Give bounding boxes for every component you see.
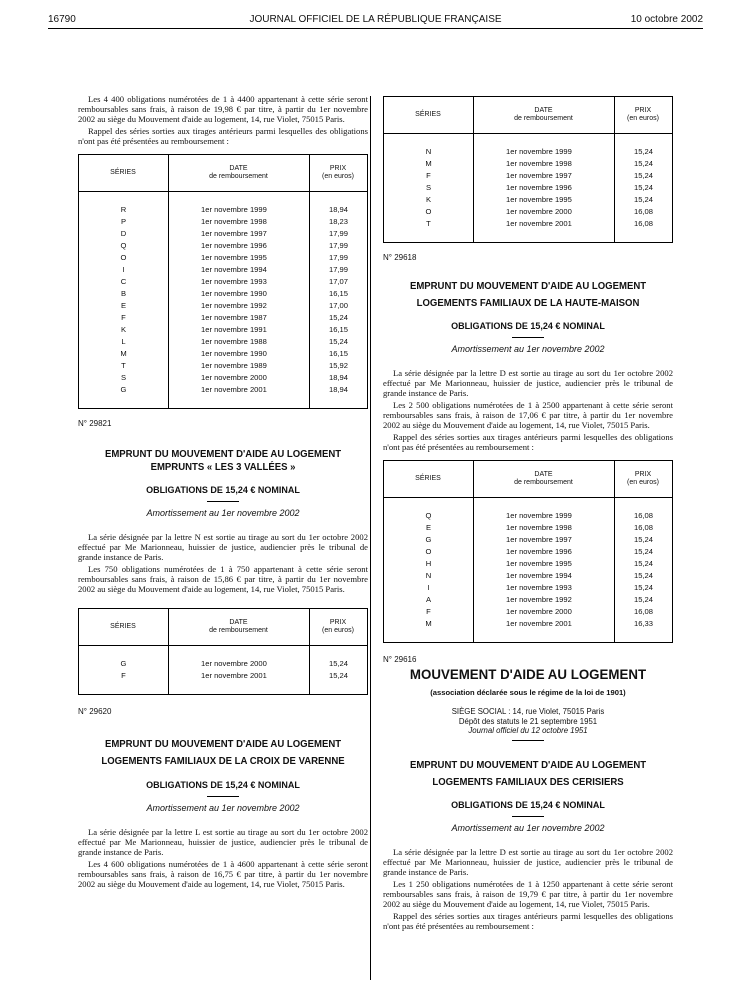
series-cell: G: [384, 534, 474, 546]
obligations-heading: OBLIGATIONS DE 15,24 € NOMINAL: [146, 485, 300, 495]
table-row: [79, 216, 368, 228]
col-date: DATE de remboursement: [169, 155, 310, 192]
col-series: SÉRIES: [79, 155, 169, 192]
right-column: [383, 96, 673, 933]
notice-number: N° 29620: [78, 707, 112, 716]
table-body: [79, 646, 368, 695]
body-paragraph: La série désignée par la lettre L est sortie au tirage au sort du 1er octobre 2002 effectué par Me Marionneau, huissier de justice, audiencier près le tribunal de grande instance de Paris.: [78, 827, 368, 857]
table-header-row: [79, 609, 368, 646]
series-cell: F: [384, 170, 474, 182]
series-cell: K: [384, 194, 474, 206]
date-cell: 1er novembre 1996: [169, 240, 310, 252]
col-series: SÉRIES: [79, 609, 169, 646]
price-cell: 16,08: [633, 511, 653, 520]
table-row: [384, 606, 673, 618]
notice-number: N° 29618: [383, 253, 417, 262]
date-cell: 1er novembre 1998: [474, 158, 615, 170]
siege-social: SIÈGE SOCIAL : 14, rue Violet, 75015 Paris: [451, 707, 605, 716]
organization-title: MOUVEMENT D'AIDE AU LOGEMENT: [409, 666, 647, 682]
date-cell: 1er novembre 1998: [474, 522, 615, 534]
table-row: [79, 372, 368, 384]
table-row: [79, 252, 368, 264]
section-title: EMPRUNT DU MOUVEMENT D'AIDE AU LOGEMENT: [104, 449, 342, 460]
price-cell: 15,24: [633, 159, 653, 168]
table-row: [384, 570, 673, 582]
series-cell: A: [384, 594, 474, 606]
price-cell: 15,92: [328, 361, 348, 370]
series-cell: R: [79, 204, 169, 216]
price-cell: 16,15: [328, 289, 348, 298]
table-row: [384, 194, 673, 206]
table-row: [384, 534, 673, 546]
date-cell: 1er novembre 1995: [169, 252, 310, 264]
short-rule: [207, 501, 239, 502]
col-date: DATE de remboursement: [474, 461, 615, 498]
date-cell: 1er novembre 1999: [474, 510, 615, 522]
table-header-row: [384, 97, 673, 134]
date-cell: 1er novembre 1987: [169, 312, 310, 324]
price-cell: 15,24: [633, 171, 653, 180]
section-subtitle: LOGEMENTS FAMILIAUX DE LA CROIX DE VARENNE: [101, 756, 345, 767]
col-series: SÉRIES: [384, 461, 474, 498]
series-cell: E: [384, 522, 474, 534]
table-row: [79, 240, 368, 252]
series-cell: S: [384, 182, 474, 194]
series-cell: G: [79, 658, 169, 670]
body-paragraph: La série désignée par la lettre N est sortie au tirage au sort du 1er octobre 2002 effectué par Me Marionneau, huissier de justice, audiencier près le tribunal de grande instance de Paris.: [78, 532, 368, 562]
date-cell: 1er novembre 1992: [474, 594, 615, 606]
body-paragraph: Rappel des séries sorties aux tirages antérieurs parmi lesquelles des obligations n'ont pas été présentées au remboursement :: [383, 910, 673, 931]
table-row: [79, 228, 368, 240]
series-cell: B: [79, 288, 169, 300]
series-cell: C: [79, 276, 169, 288]
price-cell: 15,24: [633, 535, 653, 544]
date-cell: 1er novembre 1999: [169, 204, 310, 216]
table-row: [79, 276, 368, 288]
price-cell: 15,24: [633, 183, 653, 192]
series-cell: O: [384, 206, 474, 218]
date-cell: 1er novembre 1994: [169, 264, 310, 276]
date-cell: 1er novembre 1997: [474, 534, 615, 546]
date-cell: 1er novembre 1998: [169, 216, 310, 228]
date-cell: 1er novembre 1991: [169, 324, 310, 336]
date-cell: 1er novembre 1993: [474, 582, 615, 594]
series-cell: G: [79, 384, 169, 396]
table-row: [384, 558, 673, 570]
body-paragraph: Les 4 600 obligations numérotées de 1 à 4600 appartenant à cette série seront remboursables sans frais, à raison de 16,75 € par titre, à partir du 1er novembre 2002 au siège du Mouvement d'aide au logement, 14, rue Violet, 75015 Paris.: [78, 859, 368, 889]
col-series: SÉRIES: [384, 97, 474, 134]
series-cell: M: [384, 618, 474, 630]
table-row: [384, 170, 673, 182]
table-row: [79, 658, 368, 670]
amortissement-heading: Amortissement au 1er novembre 2002: [146, 803, 300, 813]
price-cell: 15,24: [633, 595, 653, 604]
price-cell: 18,94: [328, 373, 348, 382]
table-spacer-row: [384, 134, 673, 147]
table-row: [384, 510, 673, 522]
series-cell: L: [79, 336, 169, 348]
journal-reference: Journal officiel du 12 octobre 1951: [468, 726, 588, 735]
date-cell: 1er novembre 1997: [474, 170, 615, 182]
price-cell: 18,94: [328, 205, 348, 214]
series-cell: K: [79, 324, 169, 336]
date-cell: 1er novembre 2001: [474, 618, 615, 630]
section-title: EMPRUNT DU MOUVEMENT D'AIDE AU LOGEMENT: [104, 739, 342, 750]
price-cell: 15,24: [633, 147, 653, 156]
date-cell: 1er novembre 1988: [169, 336, 310, 348]
date-cell: 1er novembre 1989: [169, 360, 310, 372]
table-row: [384, 206, 673, 218]
association-note: (association déclarée sous le régime de la loi de 1901): [430, 688, 626, 697]
col-date: DATE de remboursement: [169, 609, 310, 646]
date-cell: 1er novembre 1992: [169, 300, 310, 312]
obligations-heading: OBLIGATIONS DE 15,24 € NOMINAL: [451, 799, 605, 810]
intro-paragraph-1: Les 4 400 obligations numérotées de 1 à 4400 appartenant à cette série seront remboursables sans frais, à raison de 19,98 € par titre, à partir du 1er novembre 2002 au siège du Mouvement d'aide au logement, 14, rue Violet, 75015 Paris.: [78, 94, 368, 124]
section-subtitle: LOGEMENTS FAMILIAUX DES CERISIERS: [432, 776, 624, 788]
header-rule: [48, 28, 703, 29]
table-row: [384, 582, 673, 594]
table-spacer-row: [79, 192, 368, 205]
price-cell: 15,24: [633, 571, 653, 580]
date-cell: 1er novembre 2001: [169, 384, 310, 396]
series-table-4: [383, 460, 673, 643]
series-cell: O: [384, 546, 474, 558]
price-cell: 17,99: [328, 265, 348, 274]
table-row: [384, 618, 673, 630]
series-table-3: [383, 96, 673, 243]
obligations-heading: OBLIGATIONS DE 15,24 € NOMINAL: [451, 321, 605, 331]
obligations-heading: OBLIGATIONS DE 15,24 € NOMINAL: [146, 780, 300, 790]
price-cell: 15,24: [633, 583, 653, 592]
price-cell: 15,24: [633, 559, 653, 568]
price-cell: 16,08: [633, 607, 653, 616]
body-paragraph: Les 1 250 obligations numérotées de 1 à 1250 appartenant à cette série seront remboursables sans frais, à raison de 19,79 € par titre, à partir du 1er novembre 2002 au siège du Mouvement d'aide au logement, 14, rue Violet, 75015 Paris.: [383, 878, 673, 909]
depot-statuts: Dépôt des statuts le 21 septembre 1951: [458, 716, 598, 726]
notice-number: N° 29616: [383, 655, 417, 664]
price-cell: 16,08: [633, 219, 653, 228]
col-price: PRIX (en euros): [310, 155, 368, 192]
table-row: [384, 146, 673, 158]
issue-date: 10 octobre 2002: [630, 14, 703, 25]
price-cell: 16,08: [633, 207, 653, 216]
price-cell: 15,24: [328, 313, 348, 322]
series-cell: Q: [79, 240, 169, 252]
date-cell: 1er novembre 2001: [169, 670, 310, 682]
amortissement-heading: Amortissement au 1er novembre 2002: [146, 508, 300, 518]
table-body: [384, 134, 673, 243]
section-subtitle: EMPRUNTS « LES 3 VALLÉES »: [150, 462, 296, 473]
table-row: [384, 546, 673, 558]
date-cell: 1er novembre 1994: [474, 570, 615, 582]
date-cell: 1er novembre 2000: [169, 658, 310, 670]
table-row: [384, 218, 673, 230]
date-cell: 1er novembre 1990: [169, 288, 310, 300]
section-subtitle: LOGEMENTS FAMILIAUX DE LA HAUTE-MAISON: [416, 298, 640, 309]
table-row: [79, 204, 368, 216]
date-cell: 1er novembre 1990: [169, 348, 310, 360]
short-rule: [512, 740, 544, 741]
short-rule: [512, 816, 544, 817]
series-cell: I: [79, 264, 169, 276]
price-cell: 15,24: [328, 671, 348, 680]
table-header-row: [384, 461, 673, 498]
series-cell: P: [79, 216, 169, 228]
table-row: [79, 300, 368, 312]
price-cell: 16,08: [633, 523, 653, 532]
series-cell: F: [79, 312, 169, 324]
series-table-2: [78, 608, 368, 695]
price-cell: 18,23: [328, 217, 348, 226]
table-row: [79, 384, 368, 396]
series-cell: I: [384, 582, 474, 594]
body-paragraph: La série désignée par la lettre D est sortie au tirage au sort du 1er octobre 2002 effectué par Me Marionneau, huissier de justice, audiencier près le tribunal de grande instance de Paris.: [383, 846, 673, 877]
col-price: PRIX (en euros): [615, 461, 673, 498]
table-row: [79, 360, 368, 372]
price-cell: 15,24: [633, 547, 653, 556]
series-cell: F: [384, 606, 474, 618]
series-cell: S: [79, 372, 169, 384]
date-cell: 1er novembre 2001: [474, 218, 615, 230]
date-cell: 1er novembre 1997: [169, 228, 310, 240]
table-row: [79, 670, 368, 682]
series-cell: H: [384, 558, 474, 570]
date-cell: 1er novembre 1995: [474, 194, 615, 206]
table-spacer-row: [79, 396, 368, 409]
left-column: [78, 94, 368, 891]
body-paragraph: Les 2 500 obligations numérotées de 1 à 2500 appartenant à cette série seront remboursables sans frais, à raison de 17,06 € par titre, à partir du 1er novembre 2002 au siège du Mouvement d'aide au logement, 14, rue Violet, 75015 Paris.: [383, 400, 673, 430]
price-cell: 16,15: [328, 349, 348, 358]
table-row: [79, 348, 368, 360]
table-spacer-row: [384, 498, 673, 511]
series-cell: T: [79, 360, 169, 372]
table-row: [384, 522, 673, 534]
intro-paragraph-2: Rappel des séries sorties aux tirages antérieurs parmi lesquelles des obligations n'ont pas été présentées au remboursement :: [78, 126, 368, 146]
amortissement-heading: Amortissement au 1er novembre 2002: [451, 822, 605, 833]
price-cell: 15,24: [328, 659, 348, 668]
table-row: [79, 264, 368, 276]
series-cell: E: [79, 300, 169, 312]
series-cell: M: [79, 348, 169, 360]
amortissement-heading: Amortissement au 1er novembre 2002: [451, 344, 605, 354]
price-cell: 17,00: [328, 301, 348, 310]
date-cell: 1er novembre 1996: [474, 182, 615, 194]
price-cell: 17,99: [328, 253, 348, 262]
col-price: PRIX (en euros): [615, 97, 673, 134]
table-row: [79, 288, 368, 300]
price-cell: 15,24: [633, 195, 653, 204]
date-cell: 1er novembre 1996: [474, 546, 615, 558]
date-cell: 1er novembre 2000: [474, 606, 615, 618]
short-rule: [512, 337, 544, 338]
col-price: PRIX (en euros): [310, 609, 368, 646]
price-cell: 17,07: [328, 277, 348, 286]
journal-title: JOURNAL OFFICIEL DE LA RÉPUBLIQUE FRANÇAISE: [249, 14, 502, 25]
section-title: EMPRUNT DU MOUVEMENT D'AIDE AU LOGEMENT: [409, 759, 647, 771]
date-cell: 1er novembre 1999: [474, 146, 615, 158]
series-cell: N: [384, 146, 474, 158]
date-cell: 1er novembre 2000: [169, 372, 310, 384]
table-row: [79, 324, 368, 336]
series-cell: F: [79, 670, 169, 682]
table-spacer-row: [384, 230, 673, 243]
price-cell: 17,99: [328, 229, 348, 238]
short-rule: [207, 796, 239, 797]
series-table-1: [78, 154, 368, 409]
series-cell: M: [384, 158, 474, 170]
series-cell: D: [79, 228, 169, 240]
body-paragraph: Les 750 obligations numérotées de 1 à 750 appartenant à cette série seront remboursables sans frais, à raison de 15,86 € par titre, à partir du 1er novembre 2002 au siège du Mouvement d'aide au logement, 14, rue Violet, 75015 Paris.: [78, 564, 368, 594]
body-paragraph: La série désignée par la lettre D est sortie au tirage au sort du 1er octobre 2002 effectué par Me Marionneau, huissier de justice, audiencier près le tribunal de grande instance de Paris.: [383, 368, 673, 398]
table-header-row: [79, 155, 368, 192]
date-cell: 1er novembre 1993: [169, 276, 310, 288]
table-spacer-row: [79, 682, 368, 695]
date-cell: 1er novembre 2000: [474, 206, 615, 218]
series-cell: Q: [384, 510, 474, 522]
series-cell: O: [79, 252, 169, 264]
section-title: EMPRUNT DU MOUVEMENT D'AIDE AU LOGEMENT: [409, 281, 647, 292]
notice-number: N° 29821: [78, 419, 112, 428]
table-body: [79, 192, 368, 409]
table-body: [384, 498, 673, 643]
table-spacer-row: [79, 646, 368, 659]
table-spacer-row: [384, 630, 673, 643]
price-cell: 16,33: [633, 619, 653, 628]
table-row: [384, 158, 673, 170]
date-cell: 1er novembre 1995: [474, 558, 615, 570]
table-row: [79, 336, 368, 348]
series-cell: N: [384, 570, 474, 582]
price-cell: 15,24: [328, 337, 348, 346]
table-row: [79, 312, 368, 324]
price-cell: 17,99: [328, 241, 348, 250]
column-separator: [370, 96, 371, 980]
price-cell: 18,94: [328, 385, 348, 394]
page-header: [48, 14, 703, 28]
table-row: [384, 182, 673, 194]
series-cell: T: [384, 218, 474, 230]
page-number: 16790: [48, 14, 76, 25]
col-date: DATE de remboursement: [474, 97, 615, 134]
body-paragraph: Rappel des séries sorties aux tirages antérieurs parmi lesquelles des obligations n'ont pas été présentées au remboursement :: [383, 432, 673, 452]
price-cell: 16,15: [328, 325, 348, 334]
table-row: [384, 594, 673, 606]
